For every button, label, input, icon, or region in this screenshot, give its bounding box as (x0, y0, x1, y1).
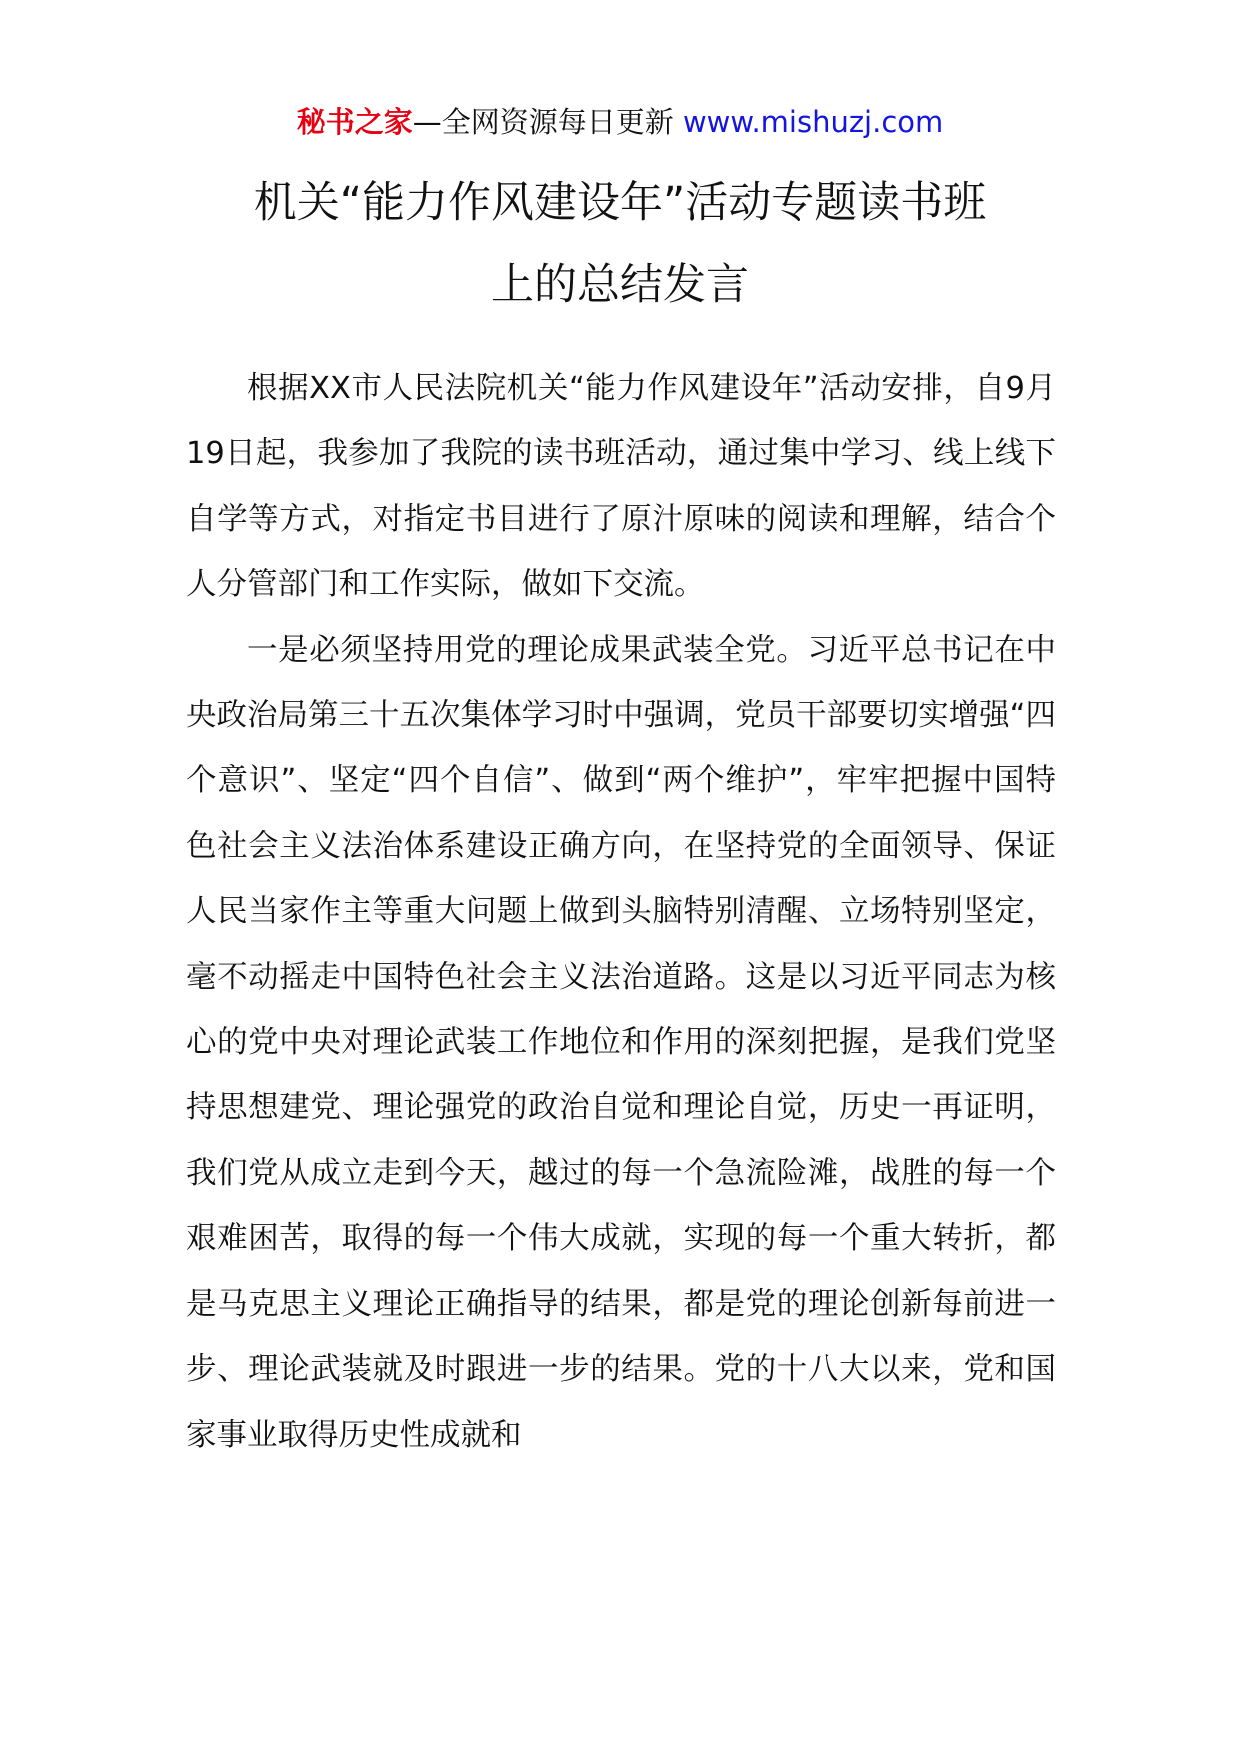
site-url-link[interactable]: www.mishuzj.com (682, 105, 944, 139)
document-title-line-1: 机关“能力作风建设年”活动专题读书班 (253, 178, 987, 228)
site-slogan: —全网资源每日更新 (412, 105, 674, 139)
document-body (186, 356, 1056, 1468)
site-header (0, 100, 1240, 144)
paragraph-point-one: 一是必须坚持用党的理论成果武装全党。习近平总书记在中央政治局第三十五次集体学习时中强调，党员干部要切实增强“四个意识”、坚定“四个自信”、做到“两个维护”，牢牢把握中国特色社会主义法治体系建设正确方向，在坚持党的全面领导、保证人民当家作主等重大问题上做到头脑特别清醒、立场特别坚定，毫不动摇走中国特色社会主义法治道路。这是以习近平同志为核心的党中央对理论武装工作地位和作用的深刻把握，是我们党坚持思想建党、理论强党的政治自觉和理论自觉，历史一再证明，我们党从成立走到今天，越过的每一个急流险滩，战胜的每一个艰难困苦，取得的每一个伟大成就，实现的每一个重大转折，都是马克思主义理论正确指导的结果，都是党的理论创新每前进一步、理论武装就及时跟进一步的结果。党的十八大以来，党和国家事业取得历史性成就和 (186, 632, 1056, 1453)
document-title (150, 162, 1090, 326)
site-brand[interactable]: 秘书之家 (296, 105, 413, 139)
document-title-line-2: 上的总结发言 (491, 260, 749, 310)
paragraph-intro: 根据XX市人民法院机关“能力作风建设年”活动安排，自9月19日起，我参加了我院的读书班活动，通过集中学习、线上线下自学等方式，对指定书目进行了原汁原味的阅读和理解，结合个人分管部门和工作实际，做如下交流。 (186, 371, 1056, 603)
